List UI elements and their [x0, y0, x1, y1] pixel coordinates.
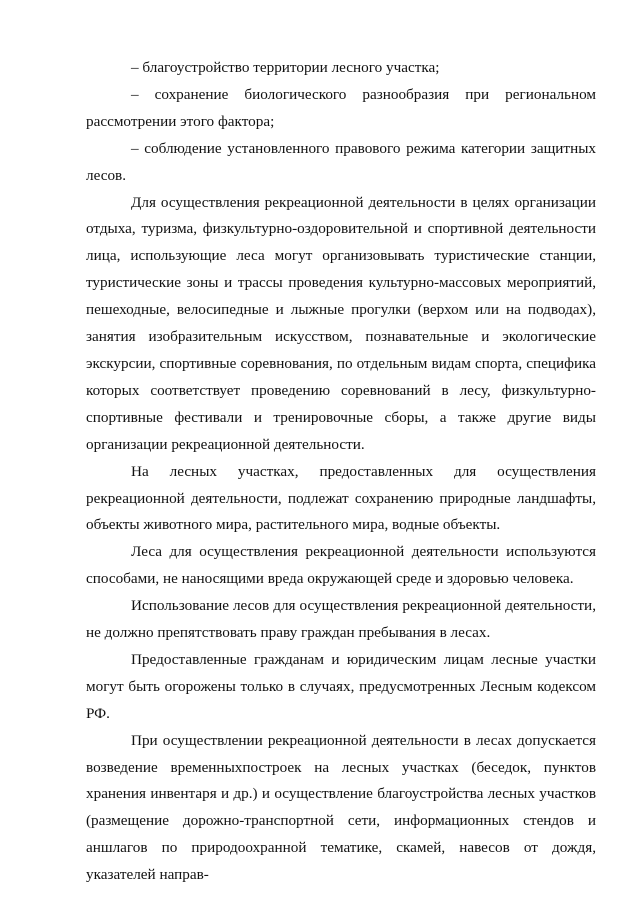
paragraph-recreation-activities: Для осуществления рекреационной деятельности в целях организации отдыха, туризма, физкультурно-оздоровительной и спортивной деятельности лица, использующие леса могут организовывать туристические станции, туристические зоны и трассы проведения культурно-массовых мероприятий, пешеходные, велосипедные и лыжные прогулки (верхом или на подводах), занятия изобразительным искусством, познавательные и экологические экскурсии, спортивные соревнования, по отдельным видам спорта, специфика которых соответствует проведению соревнований в лесу, физкультурно-спортивные фестивали и тренировочные сборы, а также другие виды организации рекреационной деятельности.	[86, 193, 596, 453]
paragraph-temporary-buildings: При осуществлении рекреационной деятельности в лесах допускается возведение временныхпостроек на лесных участках (беседок, пунктов хранения инвентаря и др.) и осуществление благоустройства лесных участков (размещение дорожно-транспортной сети, информационных стендов и аншлагов по природоохранной тематике, скамей, навесов от дождя, указателей направ-	[86, 731, 596, 884]
paragraph-usage-methods: Леса для осуществления рекреационной деятельности используются способами, не наносящими вреда окружающей среде и здоровью человека.	[86, 543, 596, 588]
paragraph-landscape-preservation: На лесных участках, предоставленных для осуществления рекреационной деятельности, подлежат сохранению природные ландшафты, объекты животного мира, растительного мира, водные объекты.	[86, 462, 596, 534]
paragraph-citizens-rights: Использование лесов для осуществления рекреационной деятельности, не должно препятствовать праву граждан пребывания в лесах.	[86, 597, 596, 642]
paragraph-biodiversity: – сохранение биологического разнообразия при региональном рассмотрении этого фактора;	[86, 85, 596, 130]
paragraph-legal-regime: – соблюдение установленного правового режима категории защитных лесов.	[86, 139, 596, 184]
paragraph-landscaping: – благоустройство территории лесного участка;	[131, 59, 440, 76]
body-text	[86, 55, 596, 889]
paragraph-fencing: Предоставленные гражданам и юридическим лицам лесные участки могут быть огорожены только в случаях, предусмотренных Лесным кодексом РФ.	[86, 650, 596, 722]
